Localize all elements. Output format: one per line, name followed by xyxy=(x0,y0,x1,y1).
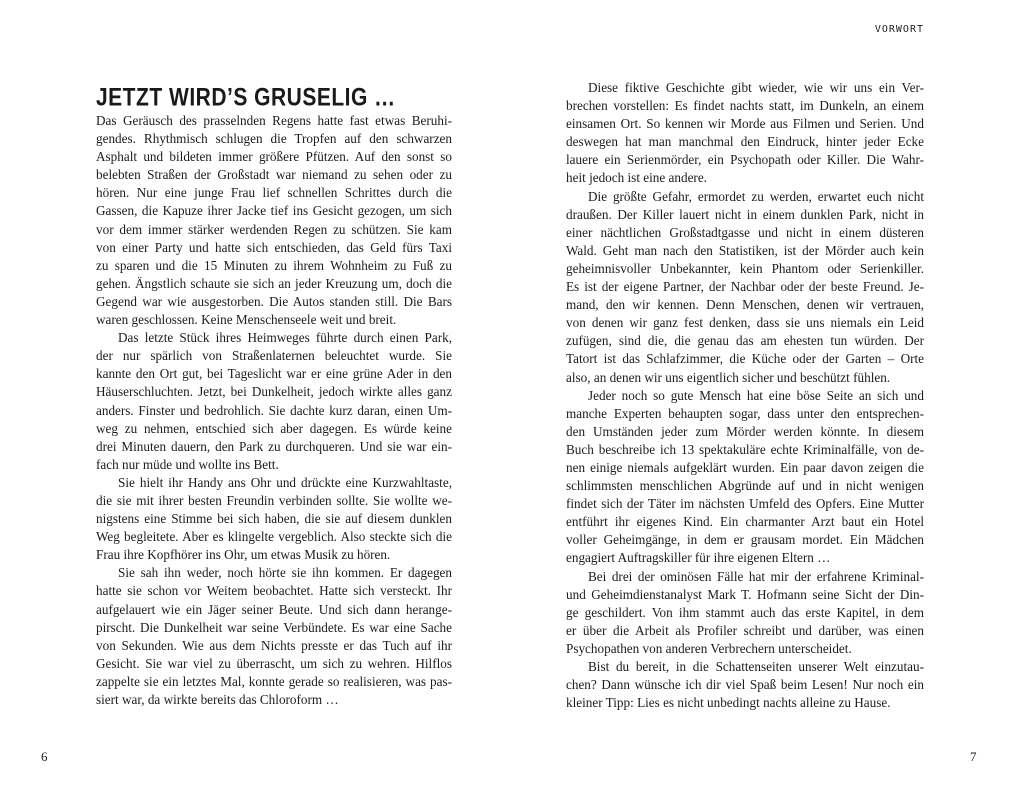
text-line: der nur spärlich von Straßenlaternen beleuchtet wurde. Sie xyxy=(96,348,452,364)
text-line: einer nächtlichen Großstadtgasse und nicht in einem düsteren xyxy=(566,224,924,240)
text-line: Bei drei der ominösen Fälle hat mir der erfahrene Kriminal- xyxy=(588,568,924,584)
text-line: voller Geheimgänge, in dem er grausam mordet. Ein Mädchen xyxy=(566,532,924,548)
text-line: zu sparen und die 15 Minuten zu ihrem Wohnheim zu Fuß zu xyxy=(96,257,452,273)
text-line: schlimmsten menschlichen Abgründe auf und in nicht wenigen xyxy=(566,478,924,494)
text-line: kleiner Tipp: Lies es nicht unbedingt nachts alleine zu Hause. xyxy=(566,695,891,711)
text-line: und Geheimdienstanalyst Mark T. Hofmann seine Sicht der Din- xyxy=(566,586,924,602)
text-line: findet sich der Täter im nächsten Umfeld des Opfers. Eine Mutter xyxy=(566,496,924,512)
text-line: anders. Finster und bedrohlich. Sie dachte kurz daran, einen Um- xyxy=(96,402,452,418)
text-line: Die größte Gefahr, ermordet zu werden, erwartet euch nicht xyxy=(588,188,924,204)
text-line: er über die Arbeit als Profiler schreibt und darüber, was einen xyxy=(566,622,924,638)
text-line: pirscht. Die Dunkelheit war seine Verbündete. Es war eine Sache xyxy=(96,619,452,635)
right-page xyxy=(566,0,924,793)
text-line: einsamen Ort. So kennen wir Morde aus Filmen und Serien. Und xyxy=(566,116,924,132)
left-page-body xyxy=(96,112,452,709)
text-line: zappelte sie ein letztes Mal, konnte gerade so realisieren, was pas- xyxy=(96,673,452,689)
text-line: Asphalt und bildeten immer größere Pfützen. Auf den sonst so xyxy=(96,149,452,165)
text-line: Weg begleitete. Aber es klingelte vergeblich. Also steckte sich die xyxy=(96,529,452,545)
text-line: die sie mit ihrer besten Freundin verbinden sollte. Sie wollte we- xyxy=(96,492,452,508)
text-line: Gegend war wie ausgestorben. Die Autos standen still. Die Bars xyxy=(96,293,452,309)
text-line: manche Experten behaupten sogar, dass unter den entsprechen- xyxy=(566,405,924,421)
text-line: Das letzte Stück ihres Heimweges führte durch einen Park, xyxy=(118,330,452,346)
text-line: Diese fiktive Geschichte gibt wieder, wie wir uns ein Ver- xyxy=(588,80,924,95)
text-line: belebten Straßen der Großstadt war niemand zu sehen oder zu xyxy=(96,167,452,183)
text-line: zufügen, sind die, die genau das am ehesten tun würden. Der xyxy=(566,333,924,349)
text-line: drei Minuten dauern, den Park zu durchqueren. Und sie war ein- xyxy=(96,438,452,454)
text-line: nen einige niemals aufgeklärt wurden. Ein paar davon zeigen die xyxy=(566,459,924,475)
text-line: heit jedoch ist eine andere. xyxy=(566,170,707,186)
text-line: von einer Party und hatte sich entschieden, das Geld fürs Taxi xyxy=(96,239,452,255)
text-line: lauere ein Serienmörder, ein Psychopath oder Killer. Die Wahr- xyxy=(566,152,924,168)
text-line: engagiert Auftragskiller für ihre eigenen Eltern … xyxy=(566,550,831,566)
text-line: hören. Nur eine junge Frau lief schnellen Schrittes durch die xyxy=(96,185,452,201)
text-line: aufgelauert wie ein Jäger seiner Beute. Und sich dann herange- xyxy=(96,601,452,617)
text-line: deswegen hat man manchmal den Eindruck, hinter jeder Ecke xyxy=(566,134,924,150)
text-line: mand, den wir kennen. Denn Menschen, denen wir vertrauen, xyxy=(566,297,924,313)
text-line: weg zu nehmen, entschied sich aber dagegen. Es würde keine xyxy=(96,420,452,436)
text-line: den Umständen jeder zum Mörder werden könnte. In diesem xyxy=(566,423,924,439)
running-head: VORWORT xyxy=(874,24,924,35)
text-line: chen? Dann wünsche ich dir viel Spaß beim Lesen! Nur noch ein xyxy=(566,677,924,693)
page-number-left: 6 xyxy=(41,749,48,764)
page-number-right: 7 xyxy=(970,749,977,764)
text-line: gendes. Rhythmisch schlugen die Tropfen auf den schwarzen xyxy=(96,131,452,147)
left-page xyxy=(96,0,452,793)
text-line: waren geschlossen. Keine Menschenseele weit und breit. xyxy=(96,312,397,328)
text-line: entführt ihr eigenes Kind. Ein charmanter Arzt baut ein Hotel xyxy=(566,514,924,530)
text-line: kannte den Ort gut, bei Tageslicht war er eine grüne Ader in den xyxy=(96,366,452,382)
text-line: also, an denen wir uns eigentlich sicher und beschützt fühlen. xyxy=(566,369,891,385)
text-line: ge geschildert. Von ihm stammt auch das erste Kapitel, in dem xyxy=(566,604,924,620)
text-line: fach nur müde und wollte ins Bett. xyxy=(96,456,279,472)
text-line: nigstens eine Stimme bei sich haben, die sie auf diesem dunklen xyxy=(96,511,452,527)
text-line: Sie sah ihn weder, noch hörte sie ihn kommen. Er dagegen xyxy=(118,565,452,581)
text-line: Jeder noch so gute Mensch hat eine böse Seite an sich und xyxy=(588,387,924,403)
text-line: geheimnisvoller Unbekannter, kein Phantom oder Serienkiller. xyxy=(566,260,924,276)
text-line: Frau ihre Kopfhörer ins Ohr, um etwas Musik zu hören. xyxy=(96,547,391,563)
text-line: von denen wir ganz fest denken, dass sie uns niemals ein Leid xyxy=(566,315,924,331)
text-line: Psychopathen von anderen Verbrechern unterscheidet. xyxy=(566,640,852,656)
text-line: draußen. Der Killer lauert nicht in einem dunklen Park, nicht in xyxy=(566,206,924,222)
text-line: brechen vorstellen: Es findet nachts statt, im Dunkeln, an einem xyxy=(566,98,924,114)
text-line: Das Geräusch des prasselnden Regens hatte fast etwas Beruhi- xyxy=(96,113,452,128)
text-line: gehen. Ängstlich schaute sie sich an jeder Kreuzung um, doch die xyxy=(96,275,452,291)
text-line: Tatort ist das Schlafzimmer, die Küche oder der Garten – Orte xyxy=(566,351,924,367)
text-line: Sie hielt ihr Handy ans Ohr und drückte eine Kurzwahltaste, xyxy=(118,474,452,490)
text-line: von Sekunden. Wie aus dem Nichts presste er das Tuch auf ihr xyxy=(96,637,452,653)
text-line: Gesicht. Sie war viel zu überrascht, um sich zu wehren. Hilflos xyxy=(96,655,452,671)
text-line: Bist du bereit, in die Schattenseiten unserer Welt einzutau- xyxy=(588,659,924,674)
text-line: siert war, da wirkte bereits das Chloroform … xyxy=(96,692,339,707)
chapter-title: JETZT WIRD’S GRUSELIG … xyxy=(96,84,396,112)
text-line: Wald. Geht man nach den Statistiken, ist der Mörder auch kein xyxy=(566,242,924,258)
text-line: Es ist der eigene Partner, der Nachbar oder der beste Freund. Je- xyxy=(566,279,924,295)
text-line: Gassen, die Kapuze ihrer Jacke tief ins Gesicht gezogen, um sich xyxy=(96,203,452,219)
text-line: Häuserschluchten. Jetzt, bei Dunkelheit, jedoch wirkte alles ganz xyxy=(96,384,452,400)
right-page-body xyxy=(566,79,924,712)
text-line: Buch beschreibe ich 13 spektakuläre echte Kriminalfälle, von de- xyxy=(566,441,924,457)
text-line: vor dem immer stärker werdenden Regen zu schützen. Sie kam xyxy=(96,221,452,237)
text-line: hatte sie schon vor Weitem beobachtet. Hatte sich versteckt. Ihr xyxy=(96,583,452,599)
